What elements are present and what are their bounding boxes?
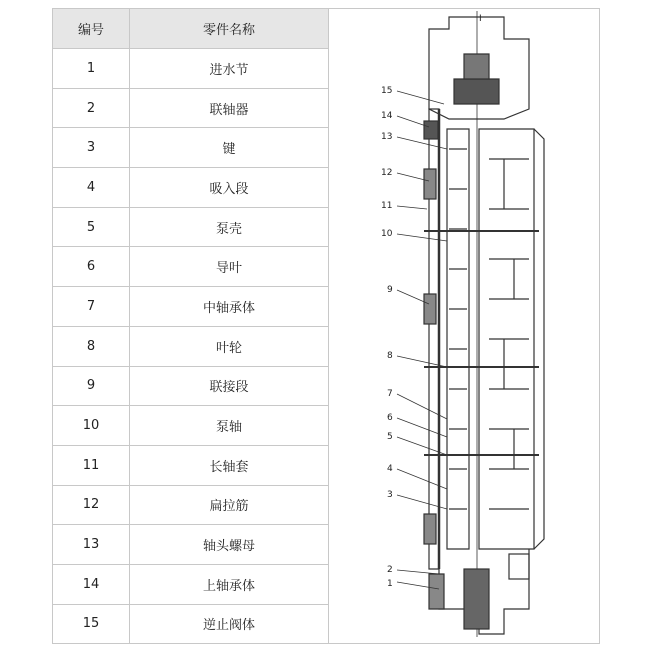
header-number: 编号 — [53, 9, 130, 49]
valve-stem-shape — [464, 54, 489, 79]
part-name: 叶轮 — [130, 326, 329, 366]
table-row — [53, 564, 329, 604]
tie-bar-bolt — [424, 169, 436, 199]
table-row — [53, 207, 329, 247]
upper-bearing-block — [424, 121, 438, 139]
table-row — [53, 287, 329, 327]
table-row — [53, 445, 329, 485]
part-name: 长轴套 — [130, 445, 329, 485]
table-header-row — [53, 9, 329, 49]
callout-9: 9 — [387, 285, 393, 295]
callout-10: 10 — [381, 229, 393, 239]
part-number: 6 — [53, 247, 130, 287]
table-row — [53, 604, 329, 644]
callout-1: 1 — [387, 579, 393, 589]
parts-table — [52, 8, 329, 644]
part-name: 键 — [130, 128, 329, 168]
part-name: 扁拉筋 — [130, 485, 329, 525]
callout-3: 3 — [387, 490, 393, 500]
part-name: 吸入段 — [130, 168, 329, 208]
table-row — [53, 128, 329, 168]
callout-5: 5 — [387, 432, 393, 442]
table-row — [53, 525, 329, 565]
valve-nut-shape — [454, 79, 499, 104]
part-number: 11 — [53, 445, 130, 485]
callout-7: 7 — [387, 389, 393, 399]
pump-section-drawing — [329, 9, 599, 643]
part-name: 上轴承体 — [130, 564, 329, 604]
part-name: 轴头螺母 — [130, 525, 329, 565]
callout-14: 14 — [381, 111, 393, 121]
part-number: 2 — [53, 88, 130, 128]
part-number: 10 — [53, 406, 130, 446]
table-row — [53, 406, 329, 446]
column-outer-edge — [534, 129, 544, 549]
bottom-bolt — [429, 574, 444, 609]
part-name: 联接段 — [130, 366, 329, 406]
part-number: 15 — [53, 604, 130, 644]
callout-4: 4 — [387, 464, 393, 474]
callout-13: 13 — [381, 132, 393, 142]
header-part-name: 零件名称 — [130, 9, 329, 49]
table-row — [53, 49, 329, 89]
table-row — [53, 485, 329, 525]
part-name: 泵壳 — [130, 207, 329, 247]
callout-11: 11 — [381, 201, 393, 211]
part-name: 进水节 — [130, 49, 329, 89]
part-number: 1 — [53, 49, 130, 89]
section-mark-label: I — [479, 14, 482, 24]
callout-6: 6 — [387, 413, 393, 423]
impeller-stack-shape — [447, 129, 469, 549]
part-name: 导叶 — [130, 247, 329, 287]
callout-8: 8 — [387, 351, 393, 361]
part-name: 中轴承体 — [130, 287, 329, 327]
table-row — [53, 88, 329, 128]
table-row — [53, 366, 329, 406]
part-number: 5 — [53, 207, 130, 247]
callout-2: 2 — [387, 565, 393, 575]
callout-15: 15 — [381, 86, 393, 96]
part-number: 12 — [53, 485, 130, 525]
part-name: 逆止阀体 — [130, 604, 329, 644]
part-number: 13 — [53, 525, 130, 565]
table-row — [53, 168, 329, 208]
inlet-window — [509, 554, 529, 579]
coupling-shape — [464, 569, 489, 629]
table-row — [53, 247, 329, 287]
callout-12: 12 — [381, 168, 393, 178]
part-name: 泵轴 — [130, 406, 329, 446]
lower-bolt — [424, 514, 436, 544]
part-number: 7 — [53, 287, 130, 327]
part-number: 4 — [53, 168, 130, 208]
connecting-bolt — [424, 294, 436, 324]
part-number: 3 — [53, 128, 130, 168]
part-number: 9 — [53, 366, 130, 406]
part-name: 联轴器 — [130, 88, 329, 128]
part-number: 14 — [53, 564, 130, 604]
table-row — [53, 326, 329, 366]
part-number: 8 — [53, 326, 130, 366]
